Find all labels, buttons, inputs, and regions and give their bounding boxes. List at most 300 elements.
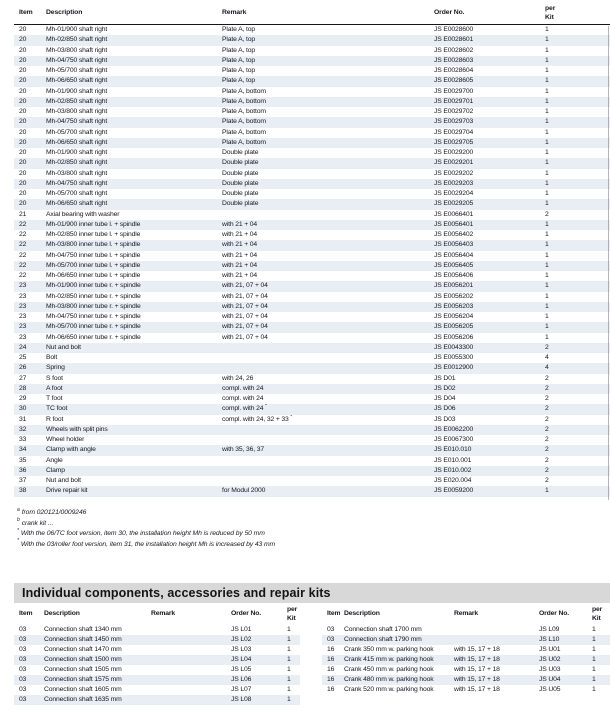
footnote-text: With the 03/roller foot version, item 31, the installation height Mh is increased by 43 mm [20, 540, 276, 548]
table-row [14, 76, 610, 86]
order-cell: JS E0043300 [434, 343, 474, 351]
remark-cell: Double plate [222, 159, 259, 167]
table-row [14, 128, 610, 138]
remark-cell: for Modul 2000 [222, 487, 266, 495]
item-cell: 32 [19, 425, 27, 433]
order-cell: JS E0056202 [434, 292, 474, 300]
order-cell: JS E0066401 [434, 210, 474, 218]
item-cell: 24 [19, 343, 27, 351]
table-row [14, 625, 300, 635]
desc-cell: Mh-03/800 shaft right [46, 108, 108, 115]
qty-cell: 1 [287, 646, 291, 653]
table-row [14, 199, 610, 209]
qty-cell: 1 [545, 179, 549, 187]
order-cell: JS E0029704 [434, 128, 474, 136]
item-cell: 20 [19, 138, 27, 146]
qty-cell: 1 [545, 282, 549, 290]
item-cell: 16 [327, 656, 335, 663]
individual-components-table-left [14, 606, 300, 705]
desc-cell: Connection shaft 1605 mm [44, 686, 122, 693]
order-cell: JS E0056201 [434, 282, 474, 290]
order-cell: JS E020.004 [434, 477, 472, 484]
desc-cell: Mh-03/800 shaft right [46, 169, 108, 177]
table-row [14, 655, 300, 665]
order-cell: JS L08 [231, 696, 252, 703]
remark-cell: Plate A, top [222, 46, 255, 54]
item-cell: 20 [19, 97, 27, 105]
qty-cell: 1 [545, 261, 549, 269]
item-cell: 36 [19, 466, 27, 474]
table-row [14, 312, 610, 322]
qty-cell: 2 [545, 415, 549, 423]
qty-cell: 1 [545, 169, 549, 177]
table-row [14, 353, 610, 363]
item-cell: 03 [327, 636, 335, 643]
remark-cell: with 15, 17 + 18 [454, 656, 500, 663]
column-header-order-no: Order No. [231, 610, 261, 618]
qty-cell: 4 [545, 354, 549, 361]
column-header-remark: Remark [151, 610, 176, 618]
order-cell: JS L09 [539, 626, 560, 633]
desc-cell: T foot [46, 395, 63, 402]
qty-cell: 1 [592, 656, 596, 663]
remark-cell: compl. with 24 * [222, 404, 267, 413]
qty-cell: 1 [545, 313, 549, 320]
desc-cell: S foot [46, 374, 63, 382]
desc-cell: Connection shaft 1450 mm [44, 636, 122, 643]
desc-cell: Mh-03/800 inner tube r. + spindle [46, 302, 141, 310]
desc-cell: Angle [46, 456, 63, 464]
left-table-body [14, 625, 300, 705]
remark-cell: with 21, 07 + 04 [222, 292, 268, 300]
desc-cell: Mh-05/700 inner tube l. + spindle [46, 261, 141, 269]
right-table-header [322, 606, 610, 625]
order-cell: JS L02 [231, 636, 252, 643]
table-row [14, 415, 610, 425]
desc-cell: Connection shaft 1700 mm [344, 626, 422, 633]
desc-cell: Axial bearing with washer [46, 210, 120, 218]
desc-cell: Crank 450 mm w. parking hook [344, 666, 434, 673]
order-cell: JS E0029700 [434, 87, 474, 95]
remark-cell: with 21 + 04 [222, 220, 258, 228]
column-header-remark: Remark [454, 610, 479, 618]
item-cell: 23 [19, 302, 27, 310]
desc-cell: Mh-05/700 inner tube r. + spindle [46, 323, 141, 331]
remark-cell: Double plate [222, 190, 259, 197]
table-row [14, 56, 610, 66]
qty-cell: 1 [287, 686, 291, 693]
remark-cell: Plate A, bottom [222, 128, 266, 136]
footnote-text: With the 06/TC foot version, item 30, the installation height Mh is reduced by 50 mm [20, 530, 265, 537]
kit-label: Kit [545, 13, 554, 21]
page-edge-line [608, 26, 609, 500]
order-cell: JS E010.001 [434, 456, 472, 464]
column-header-per-kit [588, 606, 610, 623]
order-cell: JS E0056405 [434, 261, 474, 269]
desc-cell: Crank 520 mm w. parking hook [344, 686, 434, 693]
remark-cell: with 21, 07 + 04 [222, 302, 268, 310]
table-row [14, 384, 610, 394]
main-table-header [14, 5, 610, 25]
desc-cell: Bolt [46, 354, 58, 361]
order-cell: JS E0029201 [434, 159, 474, 167]
column-header-item: Item [19, 9, 33, 17]
item-cell: 20 [19, 26, 27, 33]
item-cell: 22 [19, 220, 27, 228]
order-cell: JS E0029705 [434, 138, 474, 146]
remark-cell: with 15, 17 + 18 [454, 676, 500, 683]
desc-cell: Connection shaft 1340 mm [44, 626, 122, 633]
qty-cell: 1 [287, 696, 291, 703]
order-cell: JS L01 [231, 626, 252, 633]
table-row [14, 404, 610, 414]
footnote-line [17, 540, 275, 551]
item-cell: 20 [19, 200, 27, 208]
item-cell: 30 [19, 405, 27, 413]
order-cell: JS E010.002 [434, 466, 472, 474]
item-cell: 03 [19, 646, 27, 653]
item-cell: 03 [327, 626, 335, 633]
table-row [14, 302, 610, 312]
qty-cell: 1 [592, 646, 596, 653]
column-header-item: Item [19, 610, 33, 618]
desc-cell: Mh-03/800 inner tube l. + spindle [46, 241, 141, 249]
table-row [14, 322, 610, 332]
table-row [322, 655, 610, 665]
desc-cell: Mh-02/850 shaft right [46, 97, 108, 105]
desc-cell: Connection shaft 1575 mm [44, 676, 122, 683]
qty-cell: 1 [545, 241, 549, 249]
order-cell: JS E0028603 [434, 56, 474, 64]
qty-cell: 4 [545, 364, 549, 372]
item-cell: 22 [19, 261, 27, 269]
qty-cell: 1 [545, 77, 549, 85]
item-cell: 22 [19, 231, 27, 238]
item-cell: 23 [19, 292, 27, 300]
desc-cell: Drive repair kit [46, 487, 88, 495]
item-cell: 37 [19, 477, 27, 484]
footnotes-block [17, 508, 275, 550]
desc-cell: Mh-06/650 shaft right [46, 200, 108, 208]
section-title: Individual components, accessories and repair kits [22, 586, 331, 600]
desc-cell: Wheel holder [46, 436, 85, 443]
qty-cell: 1 [545, 26, 549, 33]
table-row [14, 138, 610, 148]
remark-cell: with 21 + 04 [222, 272, 258, 279]
qty-cell: 1 [545, 302, 549, 310]
remark-cell: Plate A, bottom [222, 108, 266, 115]
item-cell: 20 [19, 77, 27, 85]
qty-cell: 2 [545, 477, 549, 484]
remark-cell: compl. with 24, 32 + 33 * [222, 414, 292, 423]
qty-cell: 2 [545, 374, 549, 382]
qty-cell: 1 [545, 292, 549, 300]
desc-cell: Connection shaft 1470 mm [44, 646, 122, 653]
table-row [14, 107, 610, 117]
footnote-line [17, 508, 275, 519]
item-cell: 20 [19, 36, 27, 44]
qty-cell: 2 [545, 446, 549, 454]
table-row [322, 625, 610, 635]
item-cell: 16 [327, 686, 335, 693]
main-parts-table [14, 5, 610, 497]
item-cell: 20 [19, 159, 27, 167]
column-header-per-kit [283, 606, 300, 623]
remark-cell: with 21 + 04 [222, 231, 258, 238]
item-cell: 21 [19, 210, 27, 218]
table-row [14, 251, 610, 261]
qty-cell: 1 [545, 272, 549, 279]
table-row [322, 665, 610, 675]
qty-cell: 1 [545, 220, 549, 228]
remark-cell: with 15, 17 + 18 [454, 646, 500, 653]
item-cell: 03 [19, 696, 27, 703]
qty-cell: 1 [287, 666, 291, 673]
order-cell: JS E0028600 [434, 26, 474, 33]
item-cell: 22 [19, 241, 27, 249]
desc-cell: Mh-04/750 shaft right [46, 56, 108, 64]
qty-cell: 1 [545, 138, 549, 146]
item-cell: 33 [19, 436, 27, 443]
qty-cell: 1 [545, 231, 549, 238]
qty-cell: 1 [545, 97, 549, 105]
table-row [14, 445, 610, 455]
item-cell: 20 [19, 179, 27, 187]
order-cell: JS E0056404 [434, 251, 474, 259]
qty-cell: 1 [287, 656, 291, 663]
footnote-marker: b [17, 517, 20, 524]
desc-cell: A foot [46, 384, 63, 392]
table-row [14, 230, 610, 240]
qty-cell: 1 [592, 666, 596, 673]
desc-cell: Mh-02/850 shaft right [46, 36, 108, 44]
table-row [14, 261, 610, 271]
per-label: per [545, 5, 556, 12]
table-row [14, 425, 610, 435]
item-cell: 27 [19, 374, 27, 382]
qty-cell: 1 [592, 636, 596, 643]
table-row [14, 87, 610, 97]
column-header-order-no: Order No. [434, 9, 465, 17]
desc-cell: Mh-01/900 inner tube r. + spindle [46, 282, 141, 290]
desc-cell: TC foot [46, 405, 68, 413]
table-row [14, 343, 610, 353]
table-row [14, 333, 610, 343]
item-cell: 20 [19, 190, 27, 197]
footnote-text: from 020121/0009246 [21, 509, 87, 516]
desc-cell: Mh-01/900 inner tube l. + spindle [46, 220, 141, 228]
desc-cell: Crank 480 mm w. parking hook [344, 676, 434, 683]
order-cell: JS E0056203 [434, 302, 474, 310]
qty-cell: 1 [545, 67, 549, 74]
section-header-band [14, 583, 610, 603]
item-cell: 22 [19, 251, 27, 259]
per-label: per [287, 606, 298, 613]
per-label: per [592, 606, 603, 613]
order-cell: JS E0029204 [434, 190, 474, 197]
individual-components-table-right [322, 606, 610, 695]
order-cell: JS L06 [231, 676, 252, 683]
order-cell: JS U03 [539, 666, 561, 673]
item-cell: 25 [19, 354, 27, 361]
table-row [14, 97, 610, 107]
remark-cell: Plate A, bottom [222, 87, 266, 95]
desc-cell: Mh-02/850 inner tube l. + spindle [46, 231, 141, 238]
qty-cell: 1 [592, 626, 596, 633]
qty-cell: 1 [545, 118, 549, 126]
order-cell: JS U02 [539, 656, 561, 663]
footnote-marker: a [17, 506, 20, 513]
remark-cell: with 15, 17 + 18 [454, 666, 500, 673]
desc-cell: Mh-05/700 shaft right [46, 67, 108, 74]
remark-cell: Double plate [222, 200, 259, 208]
remark-cell: compl. with 24 [222, 395, 264, 402]
desc-cell: Mh-04/750 inner tube l. + spindle [46, 251, 141, 259]
table-row [14, 685, 300, 695]
item-cell: 23 [19, 313, 27, 320]
table-row [322, 675, 610, 685]
order-cell: JS L07 [231, 686, 252, 693]
column-header-order-no: Order No. [539, 610, 569, 618]
footnote-line [17, 519, 275, 530]
order-cell: JS E0056401 [434, 220, 474, 228]
order-cell: JS L04 [231, 656, 252, 663]
item-cell: 16 [327, 646, 335, 653]
item-cell: 20 [19, 149, 27, 156]
table-row [14, 66, 610, 76]
order-cell: JS D02 [434, 384, 456, 392]
remark-cell: with 21, 07 + 04 [222, 313, 268, 320]
remark-cell: with 21 + 04 [222, 251, 258, 259]
item-cell: 35 [19, 456, 27, 464]
desc-cell: Connection shaft 1500 mm [44, 656, 122, 663]
column-header-description: Description [344, 610, 380, 618]
remark-cell: Plate A, top [222, 26, 255, 33]
desc-cell: Crank 415 mm w. parking hook [344, 656, 434, 663]
remark-cell: Double plate [222, 179, 259, 187]
order-cell: JS U05 [539, 686, 561, 693]
table-row [14, 695, 300, 705]
item-cell: 29 [19, 395, 27, 402]
item-cell: 31 [19, 415, 27, 423]
order-cell: JS E0012900 [434, 364, 474, 372]
order-cell: JS L05 [231, 666, 252, 673]
item-cell: 23 [19, 282, 27, 290]
item-cell: 20 [19, 87, 27, 95]
desc-cell: Mh-01/900 shaft right [46, 149, 108, 156]
remark-cell: with 21 + 04 [222, 261, 258, 269]
qty-cell: 1 [592, 676, 596, 683]
order-cell: JS E0029202 [434, 169, 474, 177]
order-cell: JS E0029701 [434, 97, 474, 105]
order-cell: JS E0056403 [434, 241, 474, 249]
order-cell: JS E0029203 [434, 179, 474, 187]
item-cell: 20 [19, 46, 27, 54]
qty-cell: 1 [545, 149, 549, 156]
qty-cell: 2 [545, 210, 549, 218]
qty-cell: 1 [545, 56, 549, 64]
qty-cell: 2 [545, 384, 549, 392]
table-row [14, 635, 300, 645]
item-cell: 03 [19, 666, 27, 673]
item-cell: 22 [19, 272, 27, 279]
footnote-line [17, 529, 275, 540]
remark-cell: with 21, 07 + 04 [222, 333, 268, 341]
column-header-remark: Remark [222, 9, 247, 17]
footnote-marker: * [17, 538, 19, 545]
desc-cell: Mh-02/850 shaft right [46, 159, 108, 167]
table-row [14, 645, 300, 655]
column-header-description: Description [44, 610, 80, 618]
remark-cell: compl. with 24 [222, 384, 264, 392]
desc-cell: Nut and bolt [46, 343, 81, 351]
kit-label: Kit [287, 614, 296, 622]
qty-cell: 2 [545, 456, 549, 464]
qty-cell: 1 [545, 323, 549, 331]
remark-cell: with 35, 36, 37 [222, 446, 264, 454]
qty-cell: 1 [545, 159, 549, 167]
item-cell: 38 [19, 487, 27, 495]
qty-cell: 1 [545, 36, 549, 44]
qty-cell: 1 [545, 333, 549, 341]
qty-cell: 1 [287, 626, 291, 633]
order-cell: JS E0056206 [434, 333, 474, 341]
remark-cell: Plate A, top [222, 36, 255, 44]
item-cell: 28 [19, 384, 27, 392]
order-cell: JS E0056205 [434, 323, 474, 331]
table-row [14, 456, 610, 466]
qty-cell: 2 [545, 395, 549, 402]
column-header-item: Item [327, 610, 340, 618]
table-row [14, 117, 610, 127]
kit-label: Kit [592, 614, 601, 622]
table-row [14, 476, 610, 486]
table-row [14, 394, 610, 404]
desc-cell: Mh-02/850 inner tube r. + spindle [46, 292, 141, 300]
qty-cell: 2 [545, 436, 549, 443]
remark-cell: with 21, 07 + 04 [222, 282, 268, 290]
remark-cell: Plate A, top [222, 67, 255, 74]
desc-cell: Connection shaft 1635 mm [44, 696, 122, 703]
remark-cell: Double plate [222, 149, 259, 156]
desc-cell: Mh-01/900 shaft right [46, 26, 108, 33]
item-cell: 23 [19, 323, 27, 331]
table-row [14, 466, 610, 476]
table-row [14, 169, 610, 179]
order-cell: JS D06 [434, 405, 456, 413]
order-cell: JS E0029703 [434, 118, 474, 126]
order-cell: JS E0029205 [434, 200, 474, 208]
desc-cell: Mh-06/650 shaft right [46, 77, 108, 85]
table-row [14, 271, 610, 281]
left-table-header [14, 606, 300, 625]
qty-cell: 1 [545, 200, 549, 208]
order-cell: JS L03 [231, 646, 252, 653]
order-cell: JS U01 [539, 646, 561, 653]
desc-cell: R foot [46, 415, 64, 423]
remark-cell: with 21 + 04 [222, 241, 258, 249]
item-cell: 20 [19, 128, 27, 136]
order-cell: JS E0028605 [434, 77, 474, 85]
qty-cell: 1 [545, 190, 549, 197]
qty-cell: 1 [545, 108, 549, 115]
order-cell: JS D04 [434, 395, 456, 402]
desc-cell: Mh-04/750 shaft right [46, 118, 108, 126]
order-cell: JS E0029200 [434, 149, 474, 156]
footnote-text: crank kit ... [21, 519, 54, 527]
remark-cell: Double plate [222, 169, 259, 177]
item-cell: 20 [19, 169, 27, 177]
